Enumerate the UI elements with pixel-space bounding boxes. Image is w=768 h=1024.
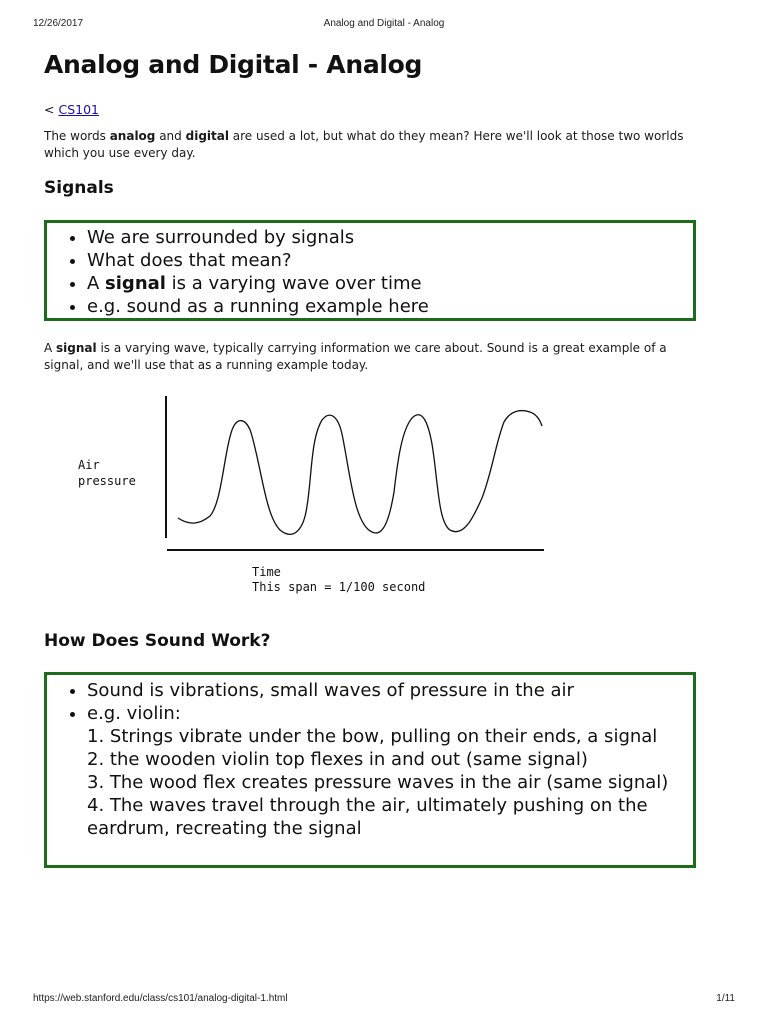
list-item: • Sound is vibrations, small waves of pressure in the air (87, 679, 693, 702)
intro-text-1: The words (44, 129, 110, 143)
breadcrumb-link-cs101[interactable]: CS101 (58, 102, 99, 117)
x-label-line2: This span = 1/100 second (252, 580, 426, 594)
intro-paragraph (44, 128, 684, 161)
violin-step: 4. The waves travel through the air, ultimately pushing on the eardrum, recreating the signal (87, 795, 648, 839)
signals-slide-box (44, 220, 696, 321)
signal-wave-diagram (72, 392, 552, 602)
signal-paragraph (44, 340, 684, 373)
signal-bold: signal (56, 341, 97, 355)
list-item-title: e.g. violin: (87, 703, 181, 724)
y-label-line1: Air (78, 458, 100, 472)
print-footer (33, 993, 735, 1007)
list-item (87, 702, 693, 840)
y-label-line2: pressure (78, 474, 136, 488)
sound-slide-box (44, 672, 696, 868)
x-label-line1: Time (252, 565, 281, 579)
wave-line (178, 411, 542, 535)
intro-text-3: are used a lot, but what do they mean? Here we'll look at those two worlds which you use every day. (44, 129, 684, 160)
intro-bold-analog: analog (109, 129, 156, 143)
list-item (87, 272, 693, 295)
intro-text-2: and (155, 129, 186, 143)
list-item: • What does that mean? (87, 249, 693, 272)
signal-text-2: is a varying wave, typically carrying information we care about. Sound is a great example of a signal, and we'll use that as a running example today. (44, 341, 667, 372)
violin-step: 2. the wooden violin top flexes in and out (same signal) (87, 749, 588, 770)
page-title: Analog and Digital - Analog (44, 50, 423, 79)
print-date: 12/26/2017 (33, 18, 84, 29)
print-header (33, 18, 735, 32)
list-item-bold: signal (105, 273, 166, 294)
intro-bold-digital: digital (185, 129, 229, 143)
list-item-text: is a varying wave over time (165, 273, 422, 294)
breadcrumb-prefix: < (44, 102, 55, 117)
print-url: https://web.stanford.edu/class/cs101/analog-digital-1.html (33, 993, 288, 1004)
list-item: • e.g. sound as a running example here (87, 295, 693, 318)
violin-step: 1. Strings vibrate under the bow, pulling on their ends, a signal (87, 726, 658, 747)
violin-step: 3. The wood flex creates pressure waves in the air (same signal) (87, 772, 669, 793)
breadcrumb (44, 102, 99, 117)
list-item: • We are surrounded by signals (87, 226, 693, 249)
sound-list (47, 679, 693, 840)
list-item-text: A (87, 273, 106, 294)
print-title: Analog and Digital - Analog (323, 18, 445, 29)
signals-list (47, 226, 693, 318)
print-page-number: 1/11 (716, 993, 735, 1004)
signal-text-1: A (44, 341, 57, 355)
sound-heading: How Does Sound Work? (44, 631, 271, 651)
signals-heading: Signals (44, 178, 114, 198)
